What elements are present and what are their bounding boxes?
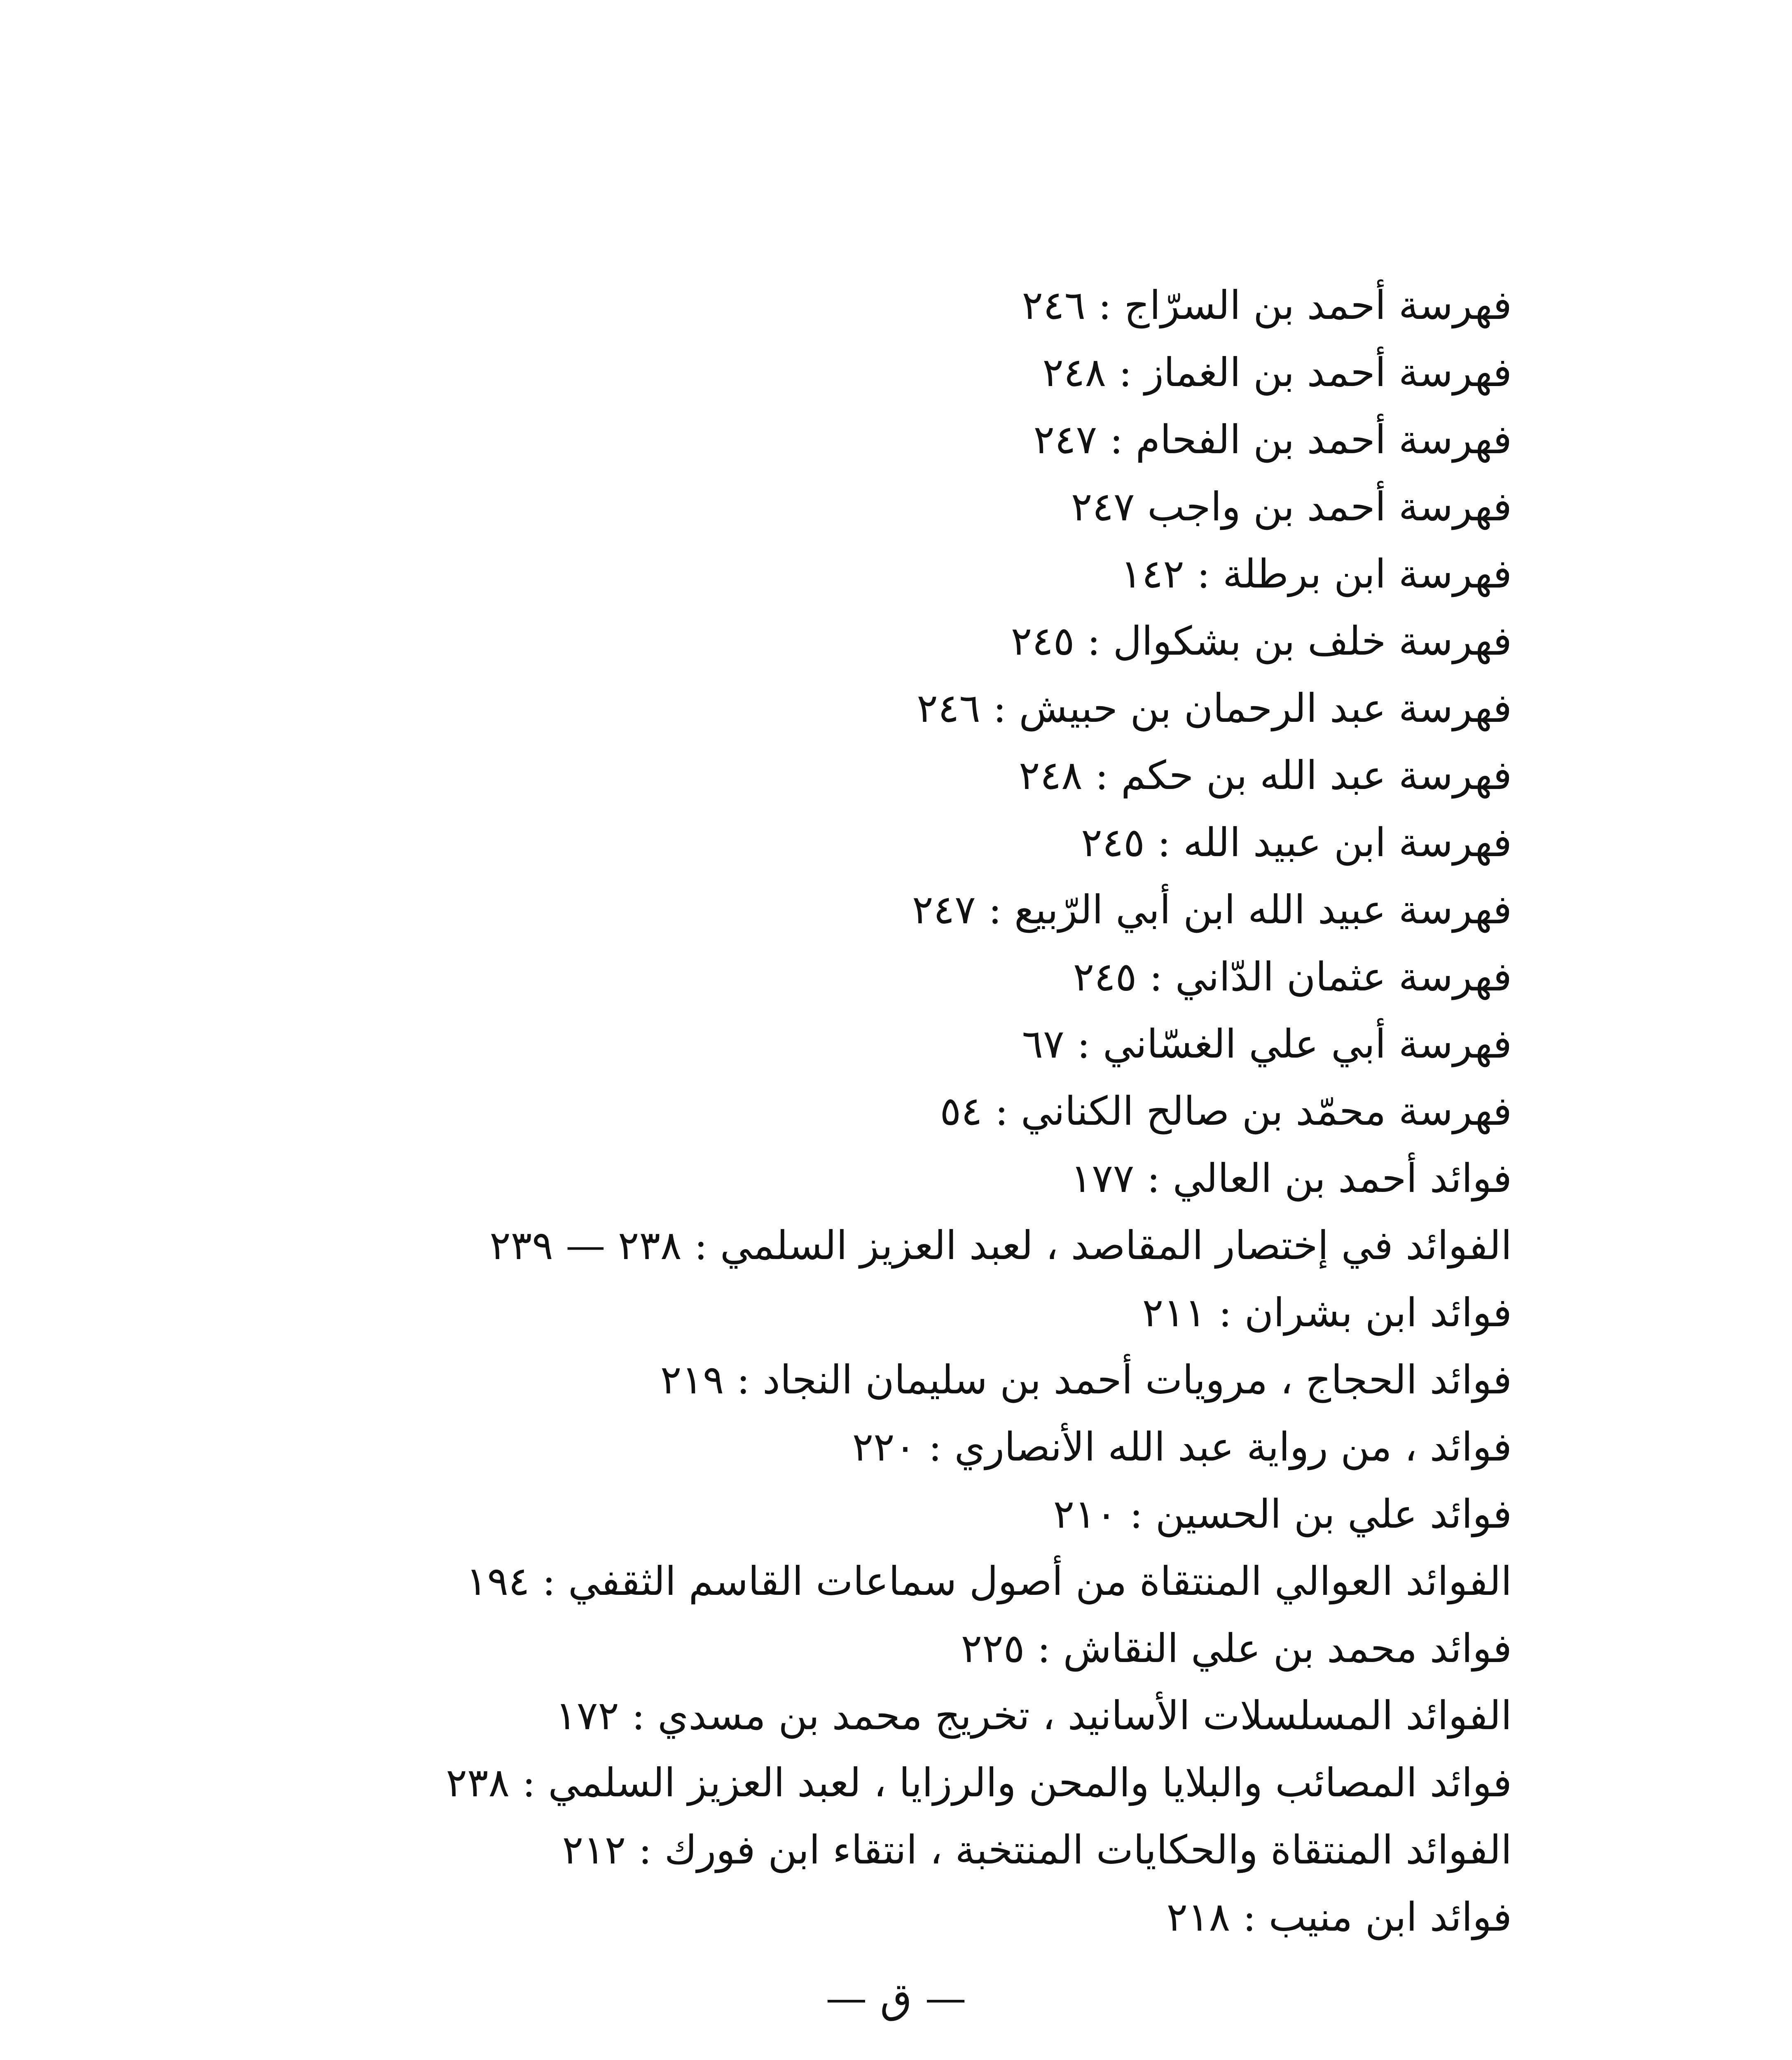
index-entry: فوائد محمد بن علي النقاش : ٢٢٥ bbox=[961, 1625, 1512, 1671]
index-entry: فوائد المصائب والبلايا والمحن والرزايا ، لعبد العزيز السلمي : ٢٣٨ bbox=[446, 1760, 1512, 1806]
index-entry: فوائد ، من رواية عبد الله الأنصاري : ٢٢٠ bbox=[852, 1424, 1512, 1470]
index-entry: فهرسة أبي علي الغسّاني : ٦٧ bbox=[1022, 1021, 1512, 1067]
section-heading: — ق — bbox=[826, 1974, 966, 2022]
index-entry: فهرسة عثمان الدّاني : ٢٤٥ bbox=[1073, 954, 1512, 1000]
index-entry: الفوائد المسلسلات الأسانيد ، تخريج محمد بن مسدي : ١٧٢ bbox=[555, 1692, 1512, 1739]
index-entry: فوائد ابن بشران : ٢١١ bbox=[1142, 1290, 1512, 1336]
index-entry: فهرسة محمّد بن صالح الكناني : ٥٤ bbox=[940, 1088, 1512, 1134]
index-entry: فوائد الحجاج ، مرويات أحمد بن سليمان النجاد : ٢١٩ bbox=[660, 1357, 1512, 1403]
index-entry: الفوائد المنتقاة والحكايات المنتخبة ، انتقاء ابن فورك : ٢١٢ bbox=[562, 1827, 1512, 1873]
index-entry: فهرسة ابن برطلة : ١٤٢ bbox=[1121, 551, 1512, 597]
index-entry: فهرسة أحمد بن واجب ٢٤٧ bbox=[1071, 484, 1512, 530]
index-entry: فهرسة عبد الله بن حكم : ٢٤٨ bbox=[1019, 752, 1512, 798]
index-entry: فوائد علي بن الحسين : ٢١٠ bbox=[1053, 1491, 1512, 1537]
index-entry: الفوائد العوالي المنتقاة من أصول سماعات القاسم الثقفي : ١٩٤ bbox=[466, 1558, 1512, 1604]
index-entry: فهرسة عبيد الله ابن أبي الرّبيع : ٢٤٧ bbox=[912, 887, 1512, 933]
index-list-fa bbox=[243, 272, 1512, 1951]
index-entry: فهرسة خلف بن بشكوال : ٢٤٥ bbox=[1011, 618, 1512, 664]
index-entry: فهرسة ابن عبيد الله : ٢٤٥ bbox=[1081, 819, 1512, 866]
index-entry: فوائد ابن منيب : ٢١٨ bbox=[1166, 1894, 1512, 1940]
index-entry: فهرسة عبد الرحمان بن حبيش : ٢٤٦ bbox=[917, 685, 1512, 731]
index-entry: فهرسة أحمد بن الغماز : ٢٤٨ bbox=[1042, 349, 1512, 396]
index-entry: فهرسة أحمد بن السرّاج : ٢٤٦ bbox=[1022, 282, 1512, 328]
index-entry: فوائد أحمد بن العالي : ١٧٧ bbox=[1070, 1155, 1512, 1201]
index-entry: الفوائد في إختصار المقاصد ، لعبد العزيز السلمي : ٢٣٨ — ٢٣٩ bbox=[489, 1222, 1512, 1269]
index-entry: فهرسة أحمد بن الفحام : ٢٤٧ bbox=[1033, 417, 1512, 463]
